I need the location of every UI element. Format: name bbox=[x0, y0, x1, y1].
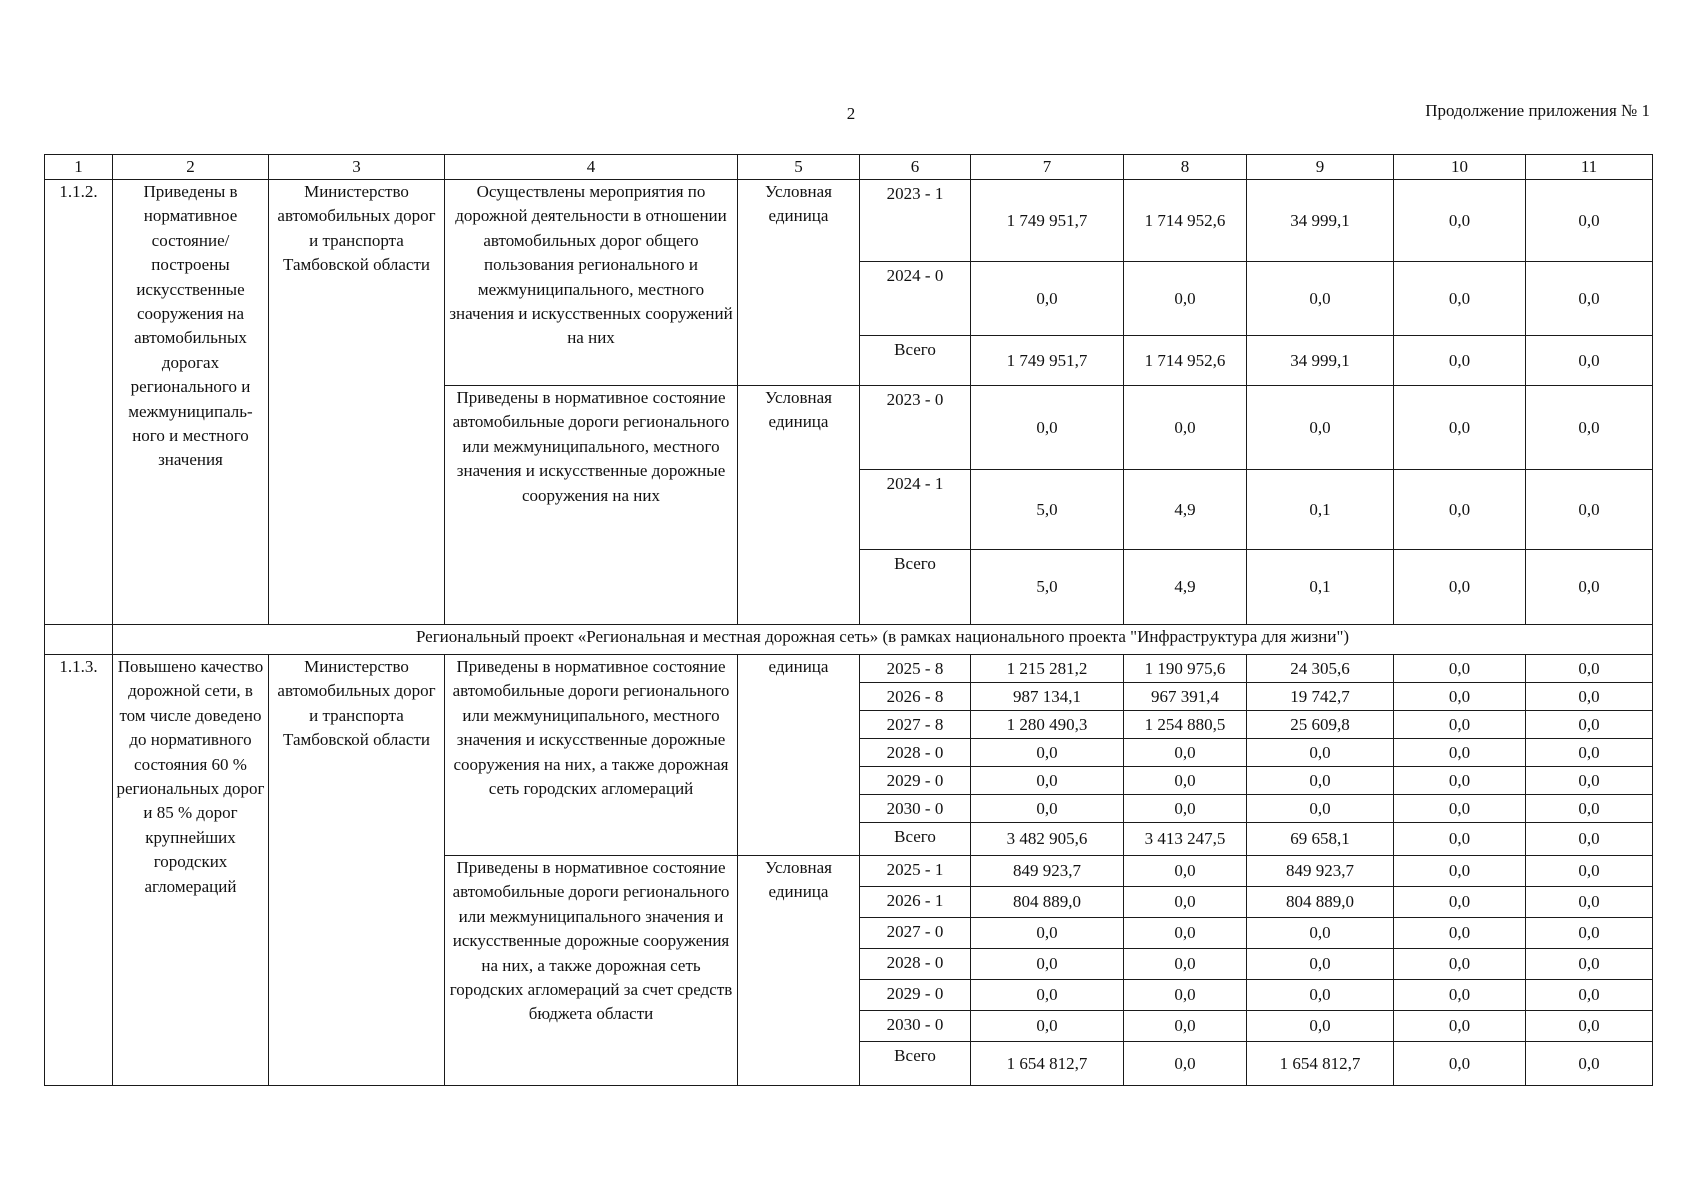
amount-federal: 0,0 bbox=[1124, 1011, 1247, 1042]
amount-federal: 0,0 bbox=[1124, 739, 1247, 767]
amount-total: 849 923,7 bbox=[971, 856, 1124, 887]
year-value: 2023 - 1 bbox=[860, 180, 971, 262]
amount-col11: 0,0 bbox=[1526, 180, 1653, 262]
amount-col11: 0,0 bbox=[1526, 386, 1653, 470]
amount-total: 5,0 bbox=[971, 470, 1124, 550]
table-row bbox=[45, 180, 1653, 262]
indicator-name: Приведены в нормативное состояние автомобильные дороги регионального или межмуниципального, местного значения и искусственные дорожные сооружения на них, а также дорожная сеть городских агломераций bbox=[445, 655, 738, 856]
amount-col11: 0,0 bbox=[1526, 470, 1653, 550]
amount-col10: 0,0 bbox=[1394, 887, 1526, 918]
amount-col10: 0,0 bbox=[1394, 683, 1526, 711]
project-row bbox=[45, 625, 1653, 655]
amount-total: 0,0 bbox=[971, 262, 1124, 336]
amount-federal: 0,0 bbox=[1124, 856, 1247, 887]
year-value: 2023 - 0 bbox=[860, 386, 971, 470]
responsible-ministry: Министерство автомобильных дорог и транспорта Тамбовской области bbox=[269, 655, 445, 1086]
item-number: 1.1.3. bbox=[45, 655, 113, 1086]
year-value: 2027 - 8 bbox=[860, 711, 971, 739]
column-number-header: 7 bbox=[971, 155, 1124, 180]
column-number-header: 8 bbox=[1124, 155, 1247, 180]
amount-federal: 0,0 bbox=[1124, 980, 1247, 1011]
amount-col11: 0,0 bbox=[1526, 1042, 1653, 1086]
amount-federal: 1 190 975,6 bbox=[1124, 655, 1247, 683]
amount-col10: 0,0 bbox=[1394, 470, 1526, 550]
column-number-header: 9 bbox=[1247, 155, 1394, 180]
amount-total: 0,0 bbox=[971, 980, 1124, 1011]
amount-total: 1 749 951,7 bbox=[971, 336, 1124, 386]
column-number-header: 1 bbox=[45, 155, 113, 180]
amount-col11: 0,0 bbox=[1526, 918, 1653, 949]
year-value: 2030 - 0 bbox=[860, 1011, 971, 1042]
amount-federal: 0,0 bbox=[1124, 1042, 1247, 1086]
amount-regional: 0,0 bbox=[1247, 795, 1394, 823]
amount-federal: 1 714 952,6 bbox=[1124, 180, 1247, 262]
amount-col10: 0,0 bbox=[1394, 336, 1526, 386]
year-value: 2026 - 8 bbox=[860, 683, 971, 711]
amount-regional: 25 609,8 bbox=[1247, 711, 1394, 739]
amount-total: 987 134,1 bbox=[971, 683, 1124, 711]
column-number-header: 6 bbox=[860, 155, 971, 180]
table-row bbox=[45, 655, 1653, 683]
appendix-continuation-note: Продолжение приложения № 1 bbox=[1425, 101, 1650, 120]
year-value: 2026 - 1 bbox=[860, 887, 971, 918]
amount-total: 0,0 bbox=[971, 795, 1124, 823]
amount-regional: 69 658,1 bbox=[1247, 823, 1394, 856]
appendix-table bbox=[44, 154, 1653, 1086]
year-value: 2024 - 0 bbox=[860, 262, 971, 336]
amount-col11: 0,0 bbox=[1526, 336, 1653, 386]
amount-col11: 0,0 bbox=[1526, 711, 1653, 739]
project-empty-cell bbox=[45, 625, 113, 655]
amount-col11: 0,0 bbox=[1526, 262, 1653, 336]
amount-federal: 0,0 bbox=[1124, 386, 1247, 470]
page-number: 2 bbox=[846, 104, 856, 123]
regional-project-title: Региональный проект «Региональная и местная дорожная сеть» (в рамках национального проекта "Инфраструктура для жизни") bbox=[113, 625, 1653, 655]
amount-total: 1 654 812,7 bbox=[971, 1042, 1124, 1086]
amount-federal: 4,9 bbox=[1124, 470, 1247, 550]
amount-col10: 0,0 bbox=[1394, 550, 1526, 625]
indicator-name: Приведены в нормативное состояние автомобильные дороги регионального или межмуниципального, местного значения и искусственные дорожные сооружения на них bbox=[445, 386, 738, 625]
column-number-header: 3 bbox=[269, 155, 445, 180]
amount-col10: 0,0 bbox=[1394, 711, 1526, 739]
amount-regional: 24 305,6 bbox=[1247, 655, 1394, 683]
amount-total: 1 215 281,2 bbox=[971, 655, 1124, 683]
amount-col10: 0,0 bbox=[1394, 767, 1526, 795]
amount-total: 0,0 bbox=[971, 918, 1124, 949]
amount-col11: 0,0 bbox=[1526, 856, 1653, 887]
result-name: Повышено качество дорожной сети, в том числе доведено до нормативного состояния 60 % региональных дорог и 85 % дорог крупнейших городских агломераций bbox=[113, 655, 269, 1086]
amount-total: 0,0 bbox=[971, 949, 1124, 980]
column-number-header: 2 bbox=[113, 155, 269, 180]
unit-of-measure: Условная единица bbox=[738, 856, 860, 1086]
amount-total: 804 889,0 bbox=[971, 887, 1124, 918]
amount-federal: 1 714 952,6 bbox=[1124, 336, 1247, 386]
amount-total: 3 482 905,6 bbox=[971, 823, 1124, 856]
column-number-row bbox=[45, 155, 1653, 180]
amount-regional: 1 654 812,7 bbox=[1247, 1042, 1394, 1086]
unit-of-measure: единица bbox=[738, 655, 860, 856]
year-value: 2030 - 0 bbox=[860, 795, 971, 823]
amount-col11: 0,0 bbox=[1526, 887, 1653, 918]
amount-col11: 0,0 bbox=[1526, 795, 1653, 823]
year-value: 2028 - 0 bbox=[860, 739, 971, 767]
amount-regional: 0,0 bbox=[1247, 949, 1394, 980]
amount-federal: 0,0 bbox=[1124, 767, 1247, 795]
amount-regional: 0,0 bbox=[1247, 767, 1394, 795]
year-value: 2024 - 1 bbox=[860, 470, 971, 550]
indicator-name: Осуществлены мероприятия по дорожной деятельности в отношении автомобильных дорог общего пользования регионального и межмуниципального, местного значения и искусственных сооружений на них bbox=[445, 180, 738, 386]
amount-col10: 0,0 bbox=[1394, 262, 1526, 336]
year-value: Всего bbox=[860, 1042, 971, 1086]
amount-total: 0,0 bbox=[971, 386, 1124, 470]
column-number-header: 11 bbox=[1526, 155, 1653, 180]
amount-regional: 0,0 bbox=[1247, 739, 1394, 767]
year-value: 2027 - 0 bbox=[860, 918, 971, 949]
amount-regional: 0,0 bbox=[1247, 980, 1394, 1011]
amount-col10: 0,0 bbox=[1394, 655, 1526, 683]
result-name: Приведены в нормативное состояние/ построены искусственные сооружения на автомобильных дорогах регионального и межмуниципаль-ного и местного значения bbox=[113, 180, 269, 625]
year-value: 2025 - 8 bbox=[860, 655, 971, 683]
column-number-header: 4 bbox=[445, 155, 738, 180]
amount-col11: 0,0 bbox=[1526, 739, 1653, 767]
amount-federal: 0,0 bbox=[1124, 795, 1247, 823]
amount-federal: 0,0 bbox=[1124, 949, 1247, 980]
amount-col11: 0,0 bbox=[1526, 949, 1653, 980]
year-value: 2029 - 0 bbox=[860, 980, 971, 1011]
column-number-header: 5 bbox=[738, 155, 860, 180]
amount-col10: 0,0 bbox=[1394, 795, 1526, 823]
responsible-ministry: Министерство автомобильных дорог и транспорта Тамбовской области bbox=[269, 180, 445, 625]
amount-regional: 0,0 bbox=[1247, 262, 1394, 336]
amount-regional: 0,1 bbox=[1247, 550, 1394, 625]
amount-total: 0,0 bbox=[971, 739, 1124, 767]
item-number: 1.1.2. bbox=[45, 180, 113, 625]
year-value: 2025 - 1 bbox=[860, 856, 971, 887]
column-number-header: 10 bbox=[1394, 155, 1526, 180]
amount-col10: 0,0 bbox=[1394, 856, 1526, 887]
amount-col11: 0,0 bbox=[1526, 980, 1653, 1011]
amount-regional: 19 742,7 bbox=[1247, 683, 1394, 711]
year-value: Всего bbox=[860, 336, 971, 386]
amount-col11: 0,0 bbox=[1526, 655, 1653, 683]
amount-col10: 0,0 bbox=[1394, 980, 1526, 1011]
year-value: Всего bbox=[860, 550, 971, 625]
amount-col10: 0,0 bbox=[1394, 386, 1526, 470]
amount-regional: 849 923,7 bbox=[1247, 856, 1394, 887]
amount-federal: 4,9 bbox=[1124, 550, 1247, 625]
amount-total: 1 280 490,3 bbox=[971, 711, 1124, 739]
amount-federal: 3 413 247,5 bbox=[1124, 823, 1247, 856]
amount-federal: 967 391,4 bbox=[1124, 683, 1247, 711]
amount-regional: 0,0 bbox=[1247, 918, 1394, 949]
amount-federal: 1 254 880,5 bbox=[1124, 711, 1247, 739]
amount-col10: 0,0 bbox=[1394, 739, 1526, 767]
amount-col10: 0,0 bbox=[1394, 180, 1526, 262]
amount-total: 5,0 bbox=[971, 550, 1124, 625]
year-value: 2029 - 0 bbox=[860, 767, 971, 795]
amount-regional: 0,0 bbox=[1247, 1011, 1394, 1042]
unit-of-measure: Условная единица bbox=[738, 386, 860, 625]
amount-col10: 0,0 bbox=[1394, 823, 1526, 856]
amount-regional: 804 889,0 bbox=[1247, 887, 1394, 918]
amount-total: 0,0 bbox=[971, 767, 1124, 795]
amount-regional: 0,1 bbox=[1247, 470, 1394, 550]
year-value: 2028 - 0 bbox=[860, 949, 971, 980]
amount-col11: 0,0 bbox=[1526, 767, 1653, 795]
amount-federal: 0,0 bbox=[1124, 918, 1247, 949]
amount-col10: 0,0 bbox=[1394, 918, 1526, 949]
amount-col11: 0,0 bbox=[1526, 823, 1653, 856]
amount-regional: 0,0 bbox=[1247, 386, 1394, 470]
unit-of-measure: Условная единица bbox=[738, 180, 860, 386]
amount-col10: 0,0 bbox=[1394, 949, 1526, 980]
amount-federal: 0,0 bbox=[1124, 262, 1247, 336]
amount-federal: 0,0 bbox=[1124, 887, 1247, 918]
amount-total: 1 749 951,7 bbox=[971, 180, 1124, 262]
amount-col11: 0,0 bbox=[1526, 550, 1653, 625]
amount-regional: 34 999,1 bbox=[1247, 180, 1394, 262]
amount-col10: 0,0 bbox=[1394, 1042, 1526, 1086]
amount-total: 0,0 bbox=[971, 1011, 1124, 1042]
amount-col10: 0,0 bbox=[1394, 1011, 1526, 1042]
indicator-name: Приведены в нормативное состояние автомобильные дороги регионального или межмуниципального значения и искусственные дорожные сооружения на них, а также дорожная сеть городских агломераций за счет средств бюджета области bbox=[445, 856, 738, 1086]
amount-regional: 34 999,1 bbox=[1247, 336, 1394, 386]
amount-col11: 0,0 bbox=[1526, 683, 1653, 711]
amount-col11: 0,0 bbox=[1526, 1011, 1653, 1042]
year-value: Всего bbox=[860, 823, 971, 856]
